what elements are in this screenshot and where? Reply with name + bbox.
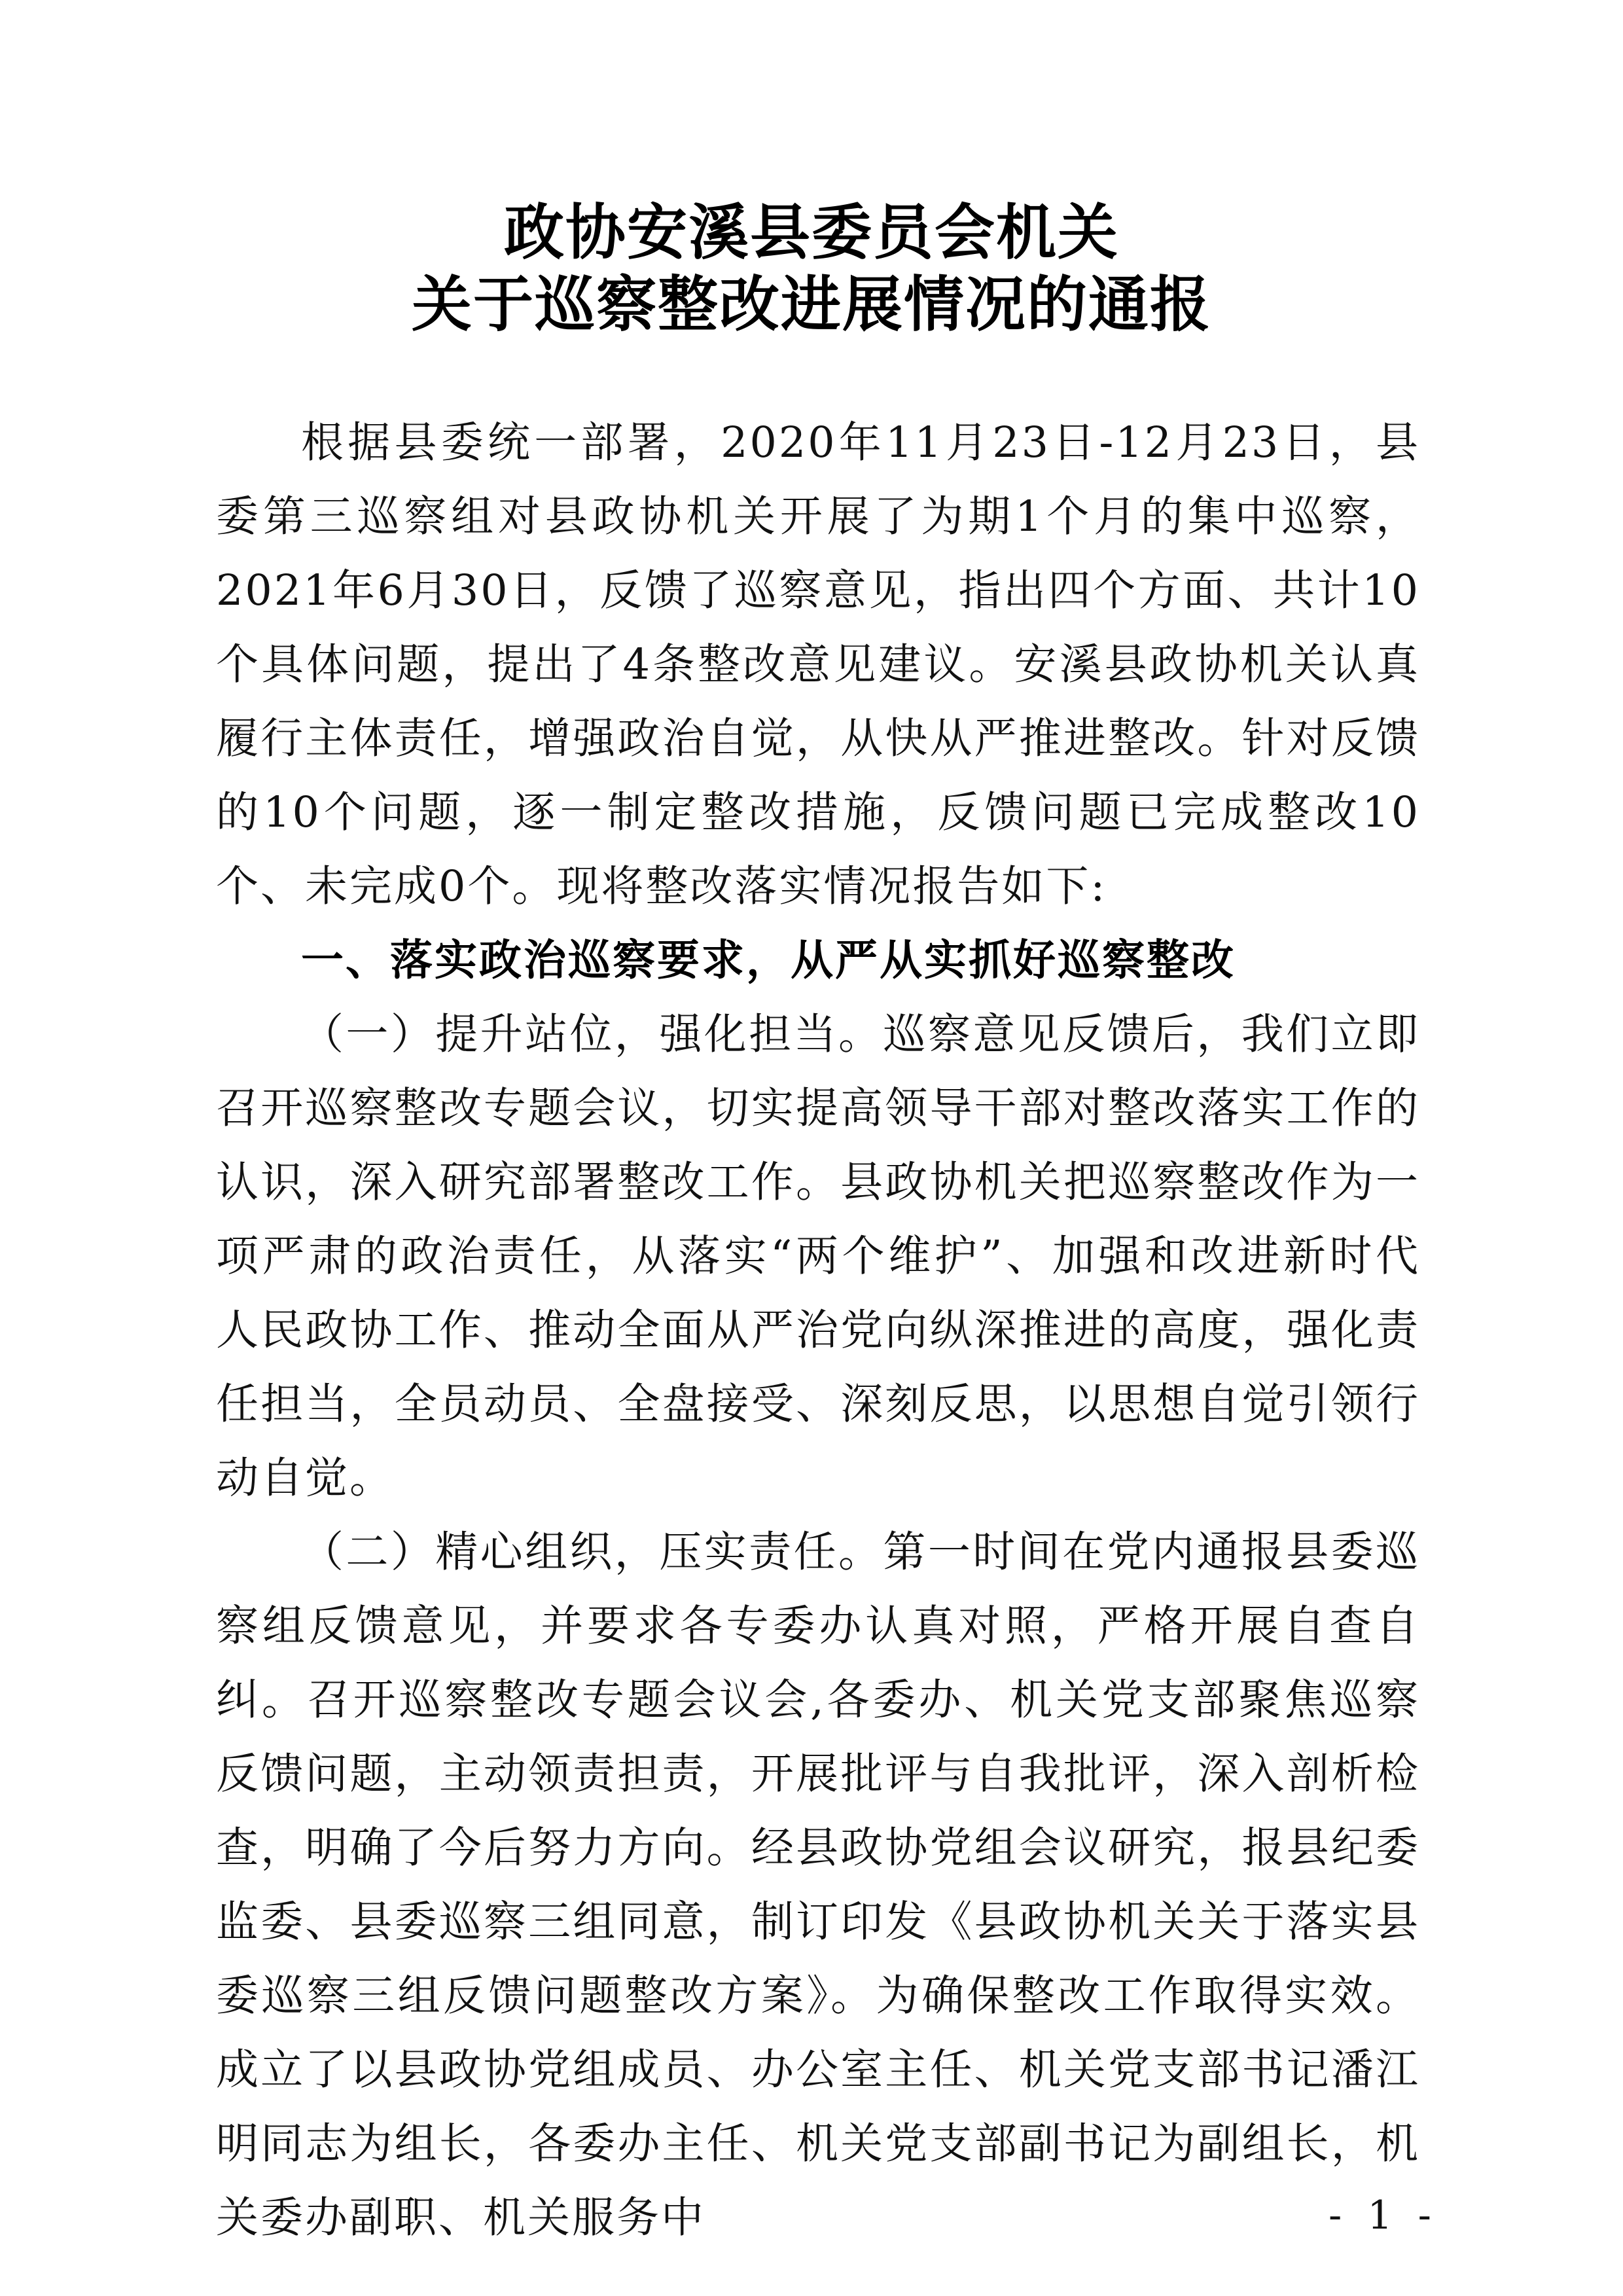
intro-paragraph: 根据县委统一部署，2020年11月23日-12月23日，县委第三巡察组对县政协机关开展了为期1个月的集中巡察，2021年6月30日，反馈了巡察意见，指出四个方面、共计10个具体问题，提出了4条整改意见建议。安溪县政协机关认真履行主体责任，增强政治自觉，从快从严推进整改。针对反馈的10个问题，逐一制定整改措施，反馈问题已完成整改10个、未完成0个。现将整改落实情况报告如下: — [216, 418, 1420, 911]
page-number: - 1 - — [1329, 2193, 1438, 2238]
document-title-line-2: 关于巡察整改进展情况的通报 — [411, 269, 1211, 340]
section-heading-1: 一、落实政治巡察要求，从严从实抓好巡察整改 — [301, 936, 1236, 985]
paragraph-2: （二）精心组织，压实责任。第一时间在党内通报县委巡察组反馈意见，并要求各专委办认真对照，严格开展自查自纠。召开巡察整改专题会议会,各委办、机关党支部聚焦巡察反馈问题，主动领责担责，开展批评与自我批评，深入剖析检查，明确了今后努力方向。经县政协党组会议研究，报县纪委监委、县委巡察三组同意，制订印发《县政协机关关于落实县委巡察三组反馈问题整改方案》。为确保整改工作取得实效。成立了以县政协党组成员、办公室主任、机关党支部书记潘江明同志为组长，各委办主任、机关党支部副书记为副组长，机关委办副职、机关服务中 — [216, 1528, 1420, 2242]
document-body — [216, 406, 1420, 2255]
paragraph-1: （一）提升站位，强化担当。巡察意见反馈后，我们立即召开巡察整改专题会议，切实提高领导干部对整改落实工作的认识，深入研究部署整改工作。县政协机关把巡察整改作为一项严肃的政治责任，从落实“两个维护”、加强和改进新时代人民政协工作、推动全面从严治党向纵深推进的高度，强化责任担当，全员动员、全盘接受、深刻反思，以思想自觉引领行动自觉。 — [216, 1010, 1420, 1503]
document-title-line-1: 政协安溪县委员会机关 — [503, 197, 1119, 268]
